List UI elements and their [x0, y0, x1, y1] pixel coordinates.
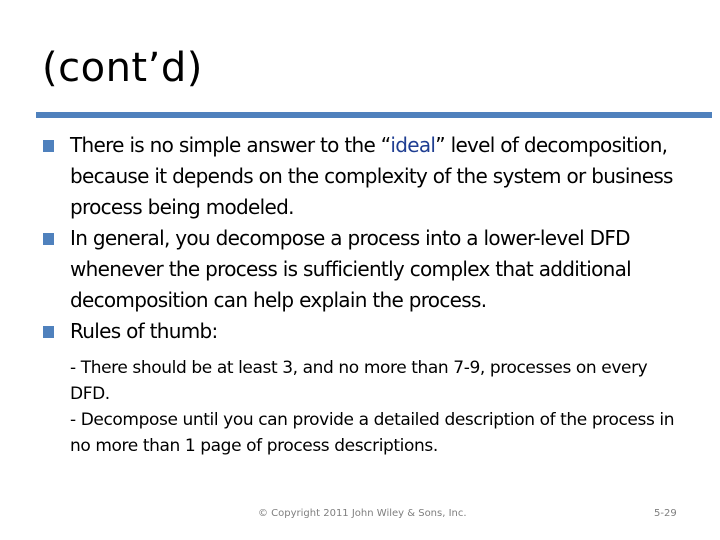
square-bullet-icon — [43, 326, 54, 338]
slide-title: (cont’d) — [42, 45, 203, 91]
bullet-item — [42, 223, 692, 316]
footer-copyright: © Copyright 2011 John Wiley & Sons, Inc. — [258, 508, 467, 519]
bullet-text-part: ” level of decomposition, because it depends on the complexity of the system or business process being modeled. — [70, 133, 673, 219]
bullet-text: Rules of thumb: — [70, 319, 218, 343]
square-bullet-icon — [43, 233, 54, 245]
sub-bullet-text: - There should be at least 3, and no more than 7-9, processes on every DFD. — [70, 358, 648, 404]
sub-bullet-text: - Decompose until you can provide a detailed description of the process in no more than 1 page of process descriptions. — [70, 410, 675, 456]
title-divider — [36, 112, 712, 118]
slide-number: 5-29 — [654, 508, 677, 519]
bullet-text-part: There is no simple answer to the “ — [70, 133, 391, 157]
square-bullet-icon — [43, 140, 54, 152]
bullet-text: In general, you decompose a process into a lower-level DFD whenever the process is sufficiently complex that additional decomposition can help explain the process. — [70, 226, 632, 312]
slide-content — [42, 130, 692, 459]
highlighted-word: ideal — [390, 133, 436, 157]
bullet-item — [42, 130, 692, 223]
bullet-item — [42, 316, 692, 347]
